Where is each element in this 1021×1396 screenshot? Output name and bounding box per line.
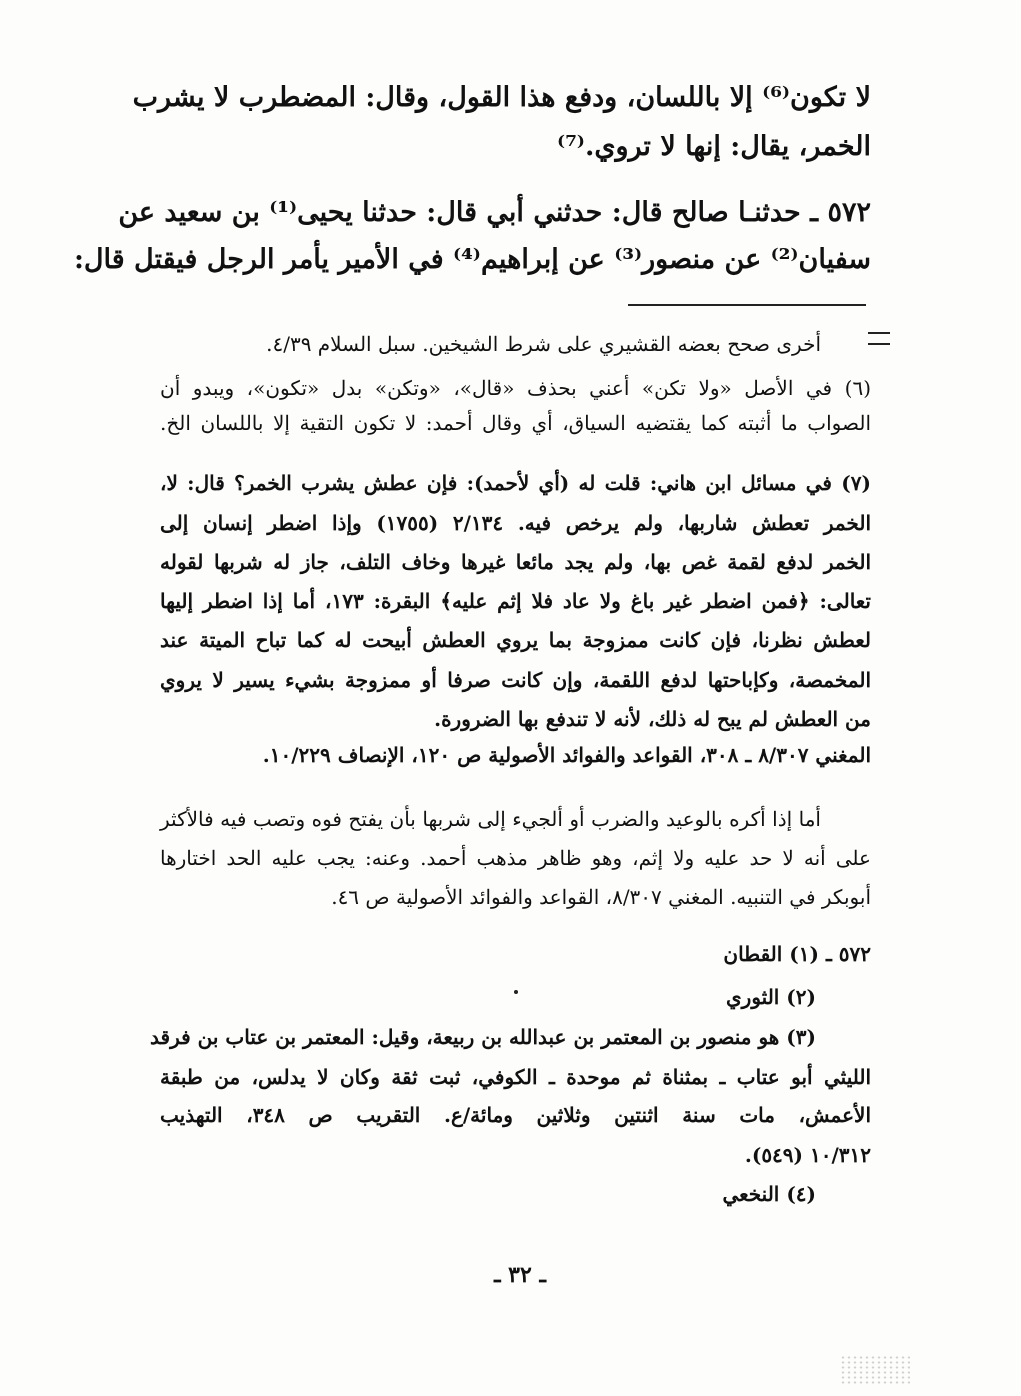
footnote-separator xyxy=(628,304,866,306)
page-number: ـ ٣٢ ـ xyxy=(494,1262,546,1288)
footnote-572-3-line-1: (٣) هو منصور بن المعتمر بن عبدالله بن ربيعة، وقيل: المعتمر بن عتاب بن فرقد xyxy=(150,1025,816,1049)
footnote-572-1: ٥٧٢ ـ (١) القطان xyxy=(723,942,871,966)
footnote-7-line-3: الخمر لدفع لقمة غص بها، ولم يجد مائعا غيرها وخاف التلف، جاز له شربها لقوله xyxy=(160,550,871,574)
footnote-7-line-1: (٧) في مسائل ابن هاني: قلت له (أي لأحمد): فإن عطش يشرب الخمر؟ قال: لا، xyxy=(160,471,871,495)
main-text-line-2: الخمر، يقال: إنها لا تروي.⁽⁷⁾ xyxy=(557,131,871,162)
footnote-7-line-7: من العطش لم يبح له ذلك، لأنه لا تندفع بها الضرورة. xyxy=(434,707,871,731)
continuation-mark xyxy=(868,332,890,345)
footnote-7-line-2: الخمر تعطش شاربها، ولم يرخص فيه. ٢/١٣٤ (١٧٥٥) وإذا اضطر إنسان إلى xyxy=(160,511,871,535)
footnote-572-2: (٢) الثوري xyxy=(726,985,816,1009)
footnote-7-line-8: المغني ٨/٣٠٧ ـ ٣٠٨، القواعد والفوائد الأصولية ص ١٢٠، الإنصاف ١٠/٢٢٩. xyxy=(262,743,871,767)
scan-speckles xyxy=(840,1355,910,1385)
hadith-number: ٥٧٢ ـ xyxy=(810,197,871,228)
footnote-7-line-4: تعالى: ﴿فمن اضطر غير باغ ولا عاد فلا إثم عليه﴾ البقرة: ١٧٣، أما إذا اضطر إليها xyxy=(160,589,872,613)
main-text-line-1: لا تكون⁽⁶⁾ إلا باللسان، ودفع هذا القول، وقال: المضطرب لا يشرب xyxy=(132,82,871,113)
footnote-572-4: (٤) النخعي xyxy=(722,1182,816,1206)
footnote-572-3-line-4: ١٠/٣١٢ (٥٤٩). xyxy=(744,1143,871,1167)
footnote-6-line-2: الصواب ما أثبته كما يقتضيه السياق، أي وقال أحمد: لا تكون التقية إلا باللسان الخ. xyxy=(160,411,871,435)
footnote-572-3-line-3: الأعمش، مات سنة اثنتين وثلاثين ومائة/ع. التقريب ص ٣٤٨، التهذيب xyxy=(160,1103,871,1127)
ink-dot xyxy=(514,990,518,994)
footnote-7-para2-line-3: أبوبكر في التنبيه. المغني ٨/٣٠٧، القواعد والفوائد الأصولية ص ٤٦. xyxy=(331,885,871,909)
footnote-7-para2-line-1: أما إذا أكره بالوعيد والضرب أو ألجيء إلى شربها بأن يفتح فوه وتصب فيه فالأكثر xyxy=(160,807,821,831)
footnote-572-3-line-2: الليثي أبو عتاب ـ بمثناة ثم موحدة ـ الكوفي، ثبت ثقة وكان لا يدلس، من طبقة xyxy=(160,1065,871,1089)
hadith-572-text-1: حدثنـا صالح قال: حدثني أبي قال: حدثنا يحيى⁽¹⁾ بن سعيد عن xyxy=(118,197,801,228)
footnote-7-line-5: لعطش نظرنا، فإن كانت ممزوجة بما يروي العطش أبيحت له كما تباح الميتة عند xyxy=(160,628,871,652)
footnote-7-line-6: المخمصة، وكإباحتها لدفع اللقمة، وإن كانت صرفا أو ممزوجة بشيء يسير لا يروي xyxy=(160,668,871,692)
footnote-7-para2-line-2: على أنه لا حد عليه ولا إثم، وهو ظاهر مذهب أحمد. وعنه: يجب عليه الحد اختارها xyxy=(160,846,871,870)
hadith-572-line-2: سفيان⁽²⁾ عن منصور⁽³⁾ عن إبراهيم⁽⁴⁾ في الأمير يأمر الرجل فيقتل قال: xyxy=(73,244,871,275)
footnote-continuation: أخرى صحح بعضه القشيري على شرط الشيخين. سبل السلام ٤/٣٩. xyxy=(266,332,821,356)
hadith-572-line-1 xyxy=(118,193,871,233)
footnote-6-line-1: (٦) في الأصل «ولا تكن» أعني بحذف «قال»، «وتكن» بدل «تكون»، ويبدو أن xyxy=(160,376,871,400)
